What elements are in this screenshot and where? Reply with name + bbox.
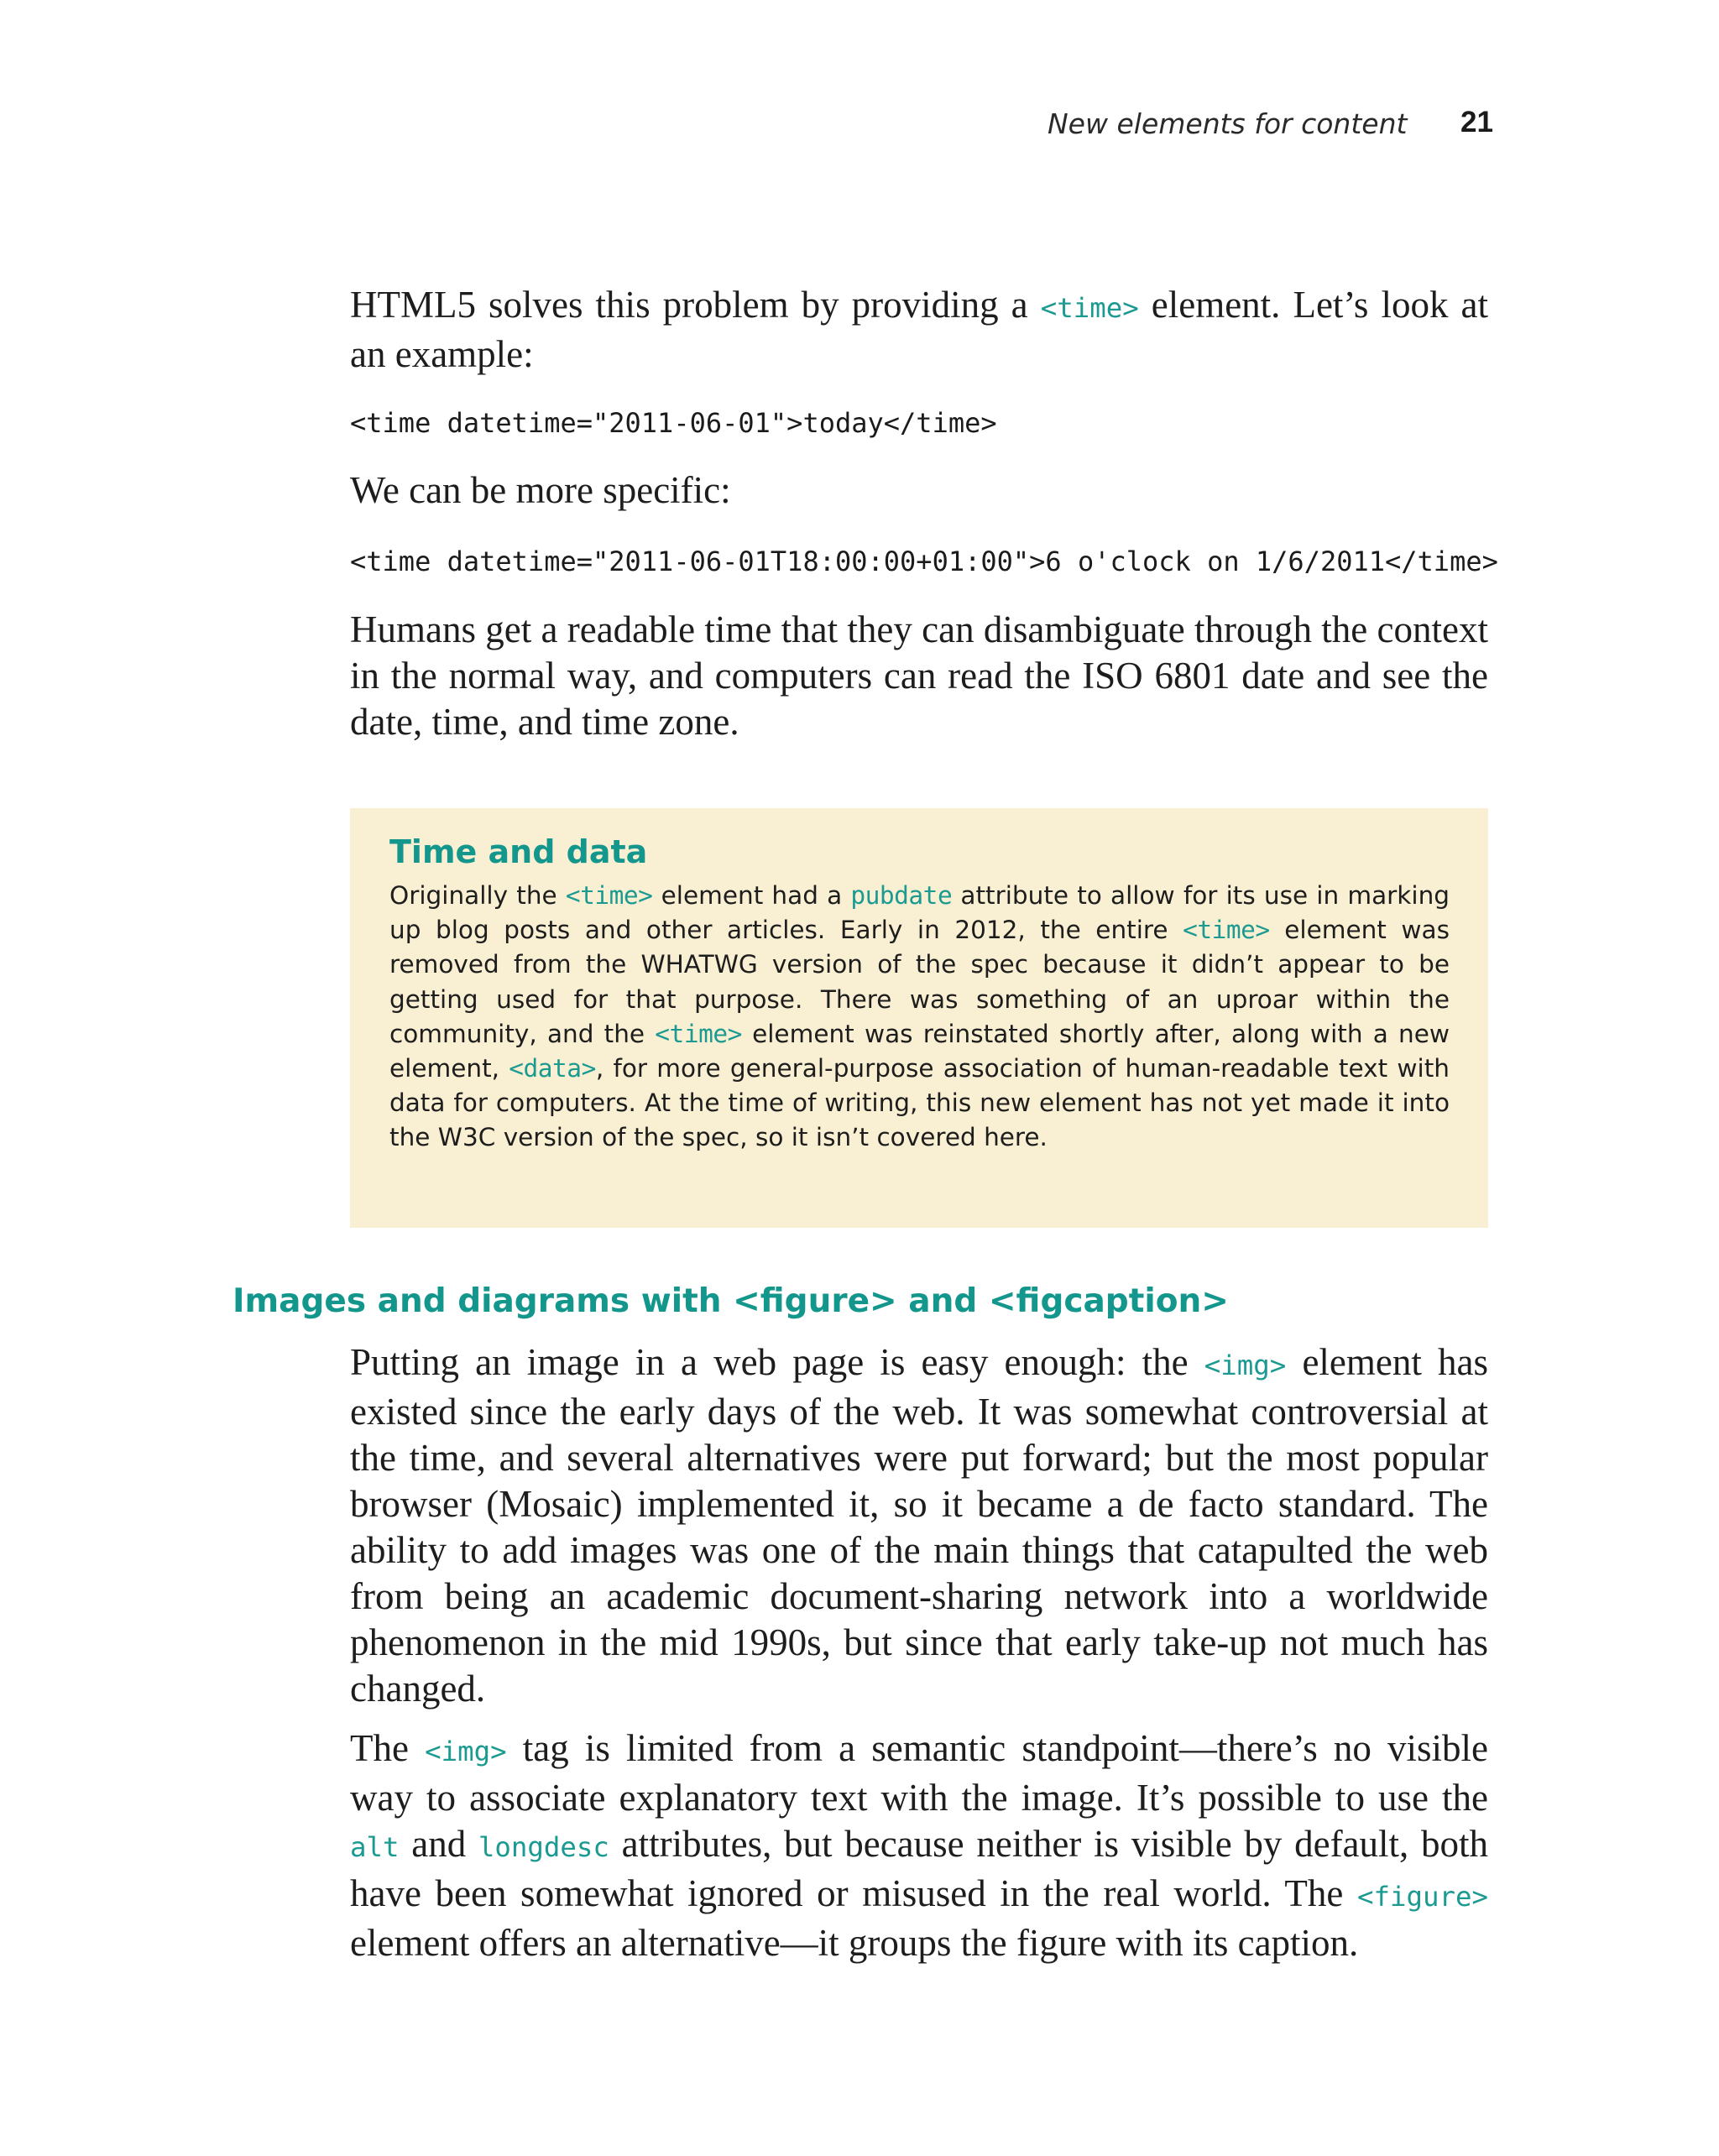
intro-paragraph-3: Humans get a readable time that they can disambiguate through the context in the normal way, and computers can read the ISO 6801 date and see the date, time, and time zone.: [350, 608, 1488, 743]
code-example-2: <time datetime="2011-06-01T18:00:00+01:00">6 o'clock on 1/6/2011</time>: [350, 546, 1498, 577]
inline-code: <time>: [1040, 292, 1139, 324]
code-example-1-block: [350, 407, 1488, 439]
inline-code: <time>: [565, 881, 653, 910]
code-example-2-block: [350, 546, 1498, 577]
sidebar-box: [350, 808, 1488, 1228]
inline-code: <figure>: [1356, 1881, 1488, 1913]
section-paragraph-1: Putting an image in a web page is easy enough: the <img> element has existed since the early days of the web. It was somewhat controversial at the time, and several alternatives were put forward; but the most popular browser (Mosaic) implemented it, so it became a de facto standard. The ability to add images was one of the main things that catapulted the web from being an academic document-sharing network into a worldwide phenomenon in the mid 1990s, but since that early take-up not much has changed.: [350, 1341, 1488, 1710]
inline-code: <img>: [1204, 1349, 1287, 1381]
intro-block: [350, 282, 1488, 378]
section-heading: Images and diagrams with <figure> and <figcaption>: [233, 1282, 1229, 1320]
running-head-title: New elements for content: [1048, 107, 1408, 140]
intro-paragraph-3-block: [350, 607, 1488, 745]
intro-paragraph-1: HTML5 solves this problem by providing a <time> element. Let’s look at an example:: [350, 284, 1488, 375]
section-paragraph-2: The <img> tag is limited from a semantic standpoint—there’s no visible way to associate explanatory text with the image. It’s possible to use the alt and longdesc attributes, but because neither is visible by default, both have been somewhat ignored or misused in the real world. The <figure> element offers an alternative—it groups the figure with its caption.: [350, 1727, 1489, 1964]
inline-code: <img>: [425, 1736, 507, 1767]
sidebar-title: Time and data: [389, 833, 648, 870]
intro-paragraph-2: We can be more specific:: [350, 469, 731, 511]
page-number: 21: [1460, 106, 1493, 138]
inline-code: <time>: [655, 1019, 742, 1048]
inline-code: <time>: [1183, 916, 1270, 945]
intro-paragraph-2-block: [350, 467, 1488, 514]
inline-code: alt: [350, 1831, 400, 1863]
inline-code: pubdate: [850, 881, 953, 910]
inline-code: longdesc: [478, 1831, 609, 1863]
section-body: [350, 1339, 1488, 1966]
inline-code: <data>: [509, 1054, 596, 1083]
code-example-1: <time datetime="2011-06-01">today</time>: [350, 407, 997, 439]
sidebar-text: Originally the <time> element had a pubdate attribute to allow for its use in marking up blog posts and other articles. Early in 2012, the entire <time> element was removed from the WHATWG version of the spec because it didn’t appear to be getting used for that purpose. There was something of an uproar within the community, and the <time> element was reinstated shortly after, along with a new element, <data>, for more general-purpose association of human-readable text with data for computers. At the time of writing, this new element has not yet made it into the W3C version of the spec, so it isn’t covered here.: [389, 881, 1450, 1152]
